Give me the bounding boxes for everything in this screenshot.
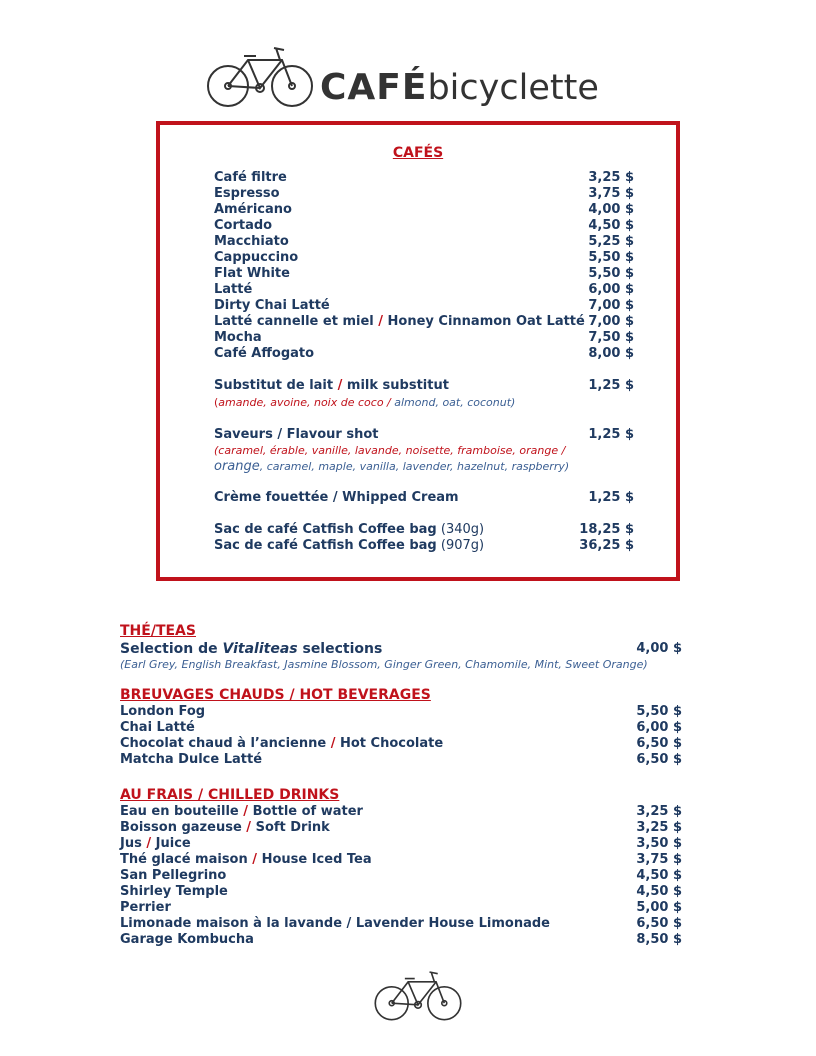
price: 6,50 $ xyxy=(636,916,682,931)
price: 4,00 $ xyxy=(588,202,634,217)
brand-logo: CAFÉbicyclette xyxy=(320,67,599,108)
list-item: Flat White xyxy=(214,266,290,281)
separator: / xyxy=(246,820,252,835)
list-item xyxy=(120,820,330,836)
list-item-bag xyxy=(214,522,484,538)
item-name-fr: Jus xyxy=(120,836,142,851)
note-sep: / xyxy=(383,396,395,409)
list-item: Cappuccino xyxy=(214,250,299,265)
list-item: Shirley Temple xyxy=(120,884,228,899)
item-weight: (340g) xyxy=(436,522,485,537)
list-item xyxy=(120,736,443,752)
list-item: Mocha xyxy=(214,330,262,345)
item-name-en: Honey Cinnamon Oat Latté xyxy=(387,314,585,329)
list-item: Macchiato xyxy=(214,234,289,249)
bicycle-icon xyxy=(372,966,464,1024)
list-item: Café Affogato xyxy=(214,346,315,361)
price: 8,50 $ xyxy=(636,932,682,947)
note-fr: amande, avoine, noix de coco xyxy=(218,396,384,409)
price: 36,25 $ xyxy=(579,538,634,553)
list-item xyxy=(120,804,363,820)
item-name-en: Soft Drink xyxy=(255,820,330,835)
price: 6,00 $ xyxy=(636,720,682,735)
note-en: , caramel, maple, vanilla, lavender, hazelnut, raspberry) xyxy=(259,460,570,473)
item-name: Sac de café Catfish Coffee bag xyxy=(214,522,437,537)
list-item-cream: Crème fouettée / Whipped Cream xyxy=(214,490,459,505)
price: 5,25 $ xyxy=(588,234,634,249)
list-item-milk xyxy=(214,378,449,394)
list-item-bag xyxy=(214,538,484,554)
list-item: Café filtre xyxy=(214,170,287,185)
note-fr: (caramel, érable, vanille, lavande, noisette, framboise, orange / xyxy=(214,444,566,457)
note-en: (Earl Grey, English Breakfast, Jasmine Blossom, Ginger Green, Chamomile, Mint, Sweet Orange) xyxy=(120,658,648,671)
price: 3,75 $ xyxy=(588,186,634,201)
item-name-en: Hot Chocolate xyxy=(340,736,444,751)
price: 1,25 $ xyxy=(588,378,634,393)
cafes-title: CAFÉS xyxy=(392,145,444,161)
item-name-fr: Eau en bouteille xyxy=(120,804,239,819)
teas-title: THÉ/TEAS xyxy=(120,623,196,639)
item-name-en: milk substitut xyxy=(346,378,449,393)
price: 4,50 $ xyxy=(588,218,634,233)
price: 3,25 $ xyxy=(636,804,682,819)
price: 6,50 $ xyxy=(636,752,682,767)
price: 8,00 $ xyxy=(588,346,634,361)
item-name-fr: Boisson gazeuse xyxy=(120,820,242,835)
list-item: Limonade maison à la lavande / Lavender House Limonade xyxy=(120,916,550,931)
price: 3,25 $ xyxy=(588,170,634,185)
separator: / xyxy=(243,804,249,819)
price: 18,25 $ xyxy=(579,522,634,537)
list-item: Chai Latté xyxy=(120,720,195,735)
price: 5,00 $ xyxy=(636,900,682,915)
list-item: Américano xyxy=(214,202,292,217)
price: 5,50 $ xyxy=(588,266,634,281)
item-name-en: Juice xyxy=(155,836,191,851)
list-item xyxy=(214,314,585,330)
separator: / xyxy=(378,314,384,329)
price: 3,50 $ xyxy=(636,836,682,851)
teas-note xyxy=(120,657,648,673)
list-item: Cortado xyxy=(214,218,273,233)
list-item xyxy=(120,836,191,852)
price: 7,50 $ xyxy=(588,330,634,345)
separator: / xyxy=(252,852,258,867)
list-item: Latté xyxy=(214,282,253,297)
item-name-fr: Chocolat chaud à l’ancienne xyxy=(120,736,327,751)
menu-header xyxy=(0,40,816,120)
item-name-en: Bottle of water xyxy=(252,804,363,819)
note-paren: ( xyxy=(214,396,219,409)
price: 1,25 $ xyxy=(588,427,634,442)
item-name-en: House Iced Tea xyxy=(261,852,372,867)
list-item: Espresso xyxy=(214,186,280,201)
list-item: Garage Kombucha xyxy=(120,932,254,947)
item-weight: (907g) xyxy=(436,538,485,553)
price: 4,00 $ xyxy=(636,641,682,656)
item-name-fr: Thé glacé maison xyxy=(120,852,248,867)
list-item: London Fog xyxy=(120,704,206,719)
price: 1,25 $ xyxy=(588,490,634,505)
price: 7,00 $ xyxy=(588,298,634,313)
price: 4,50 $ xyxy=(636,884,682,899)
price: 6,00 $ xyxy=(588,282,634,297)
note-en: almond, oat, coconut) xyxy=(394,396,516,409)
flavour-note-fr xyxy=(214,443,565,459)
price: 7,00 $ xyxy=(588,314,634,329)
price: 6,50 $ xyxy=(636,736,682,751)
separator: / xyxy=(146,836,152,851)
list-item-flavour: Saveurs / Flavour shot xyxy=(214,427,379,442)
list-item: Matcha Dulce Latté xyxy=(120,752,263,767)
cold-title: AU FRAIS / CHILLED DRINKS xyxy=(120,787,340,803)
price: 5,50 $ xyxy=(588,250,634,265)
flavour-note-en xyxy=(214,459,569,475)
price: 3,75 $ xyxy=(636,852,682,867)
list-item: San Pellegrino xyxy=(120,868,227,883)
price: 3,25 $ xyxy=(636,820,682,835)
item-suffix: selections xyxy=(297,641,383,657)
milk-note xyxy=(214,395,515,411)
bicycle-icon xyxy=(204,44,316,108)
separator: / xyxy=(337,378,343,393)
item-name-fr: Substitut de lait xyxy=(214,378,334,393)
item-name: Sac de café Catfish Coffee bag xyxy=(214,538,437,553)
hot-title: BREUVAGES CHAUDS / HOT BEVERAGES xyxy=(120,687,431,703)
item-prefix: Selection de xyxy=(120,641,223,657)
note-en-big: orange xyxy=(214,459,260,474)
list-item xyxy=(120,641,382,657)
price: 4,50 $ xyxy=(636,868,682,883)
separator: / xyxy=(330,736,336,751)
list-item xyxy=(120,852,372,868)
price: 5,50 $ xyxy=(636,704,682,719)
item-brand: Vitaliteas xyxy=(222,641,298,657)
list-item: Dirty Chai Latté xyxy=(214,298,330,313)
list-item: Perrier xyxy=(120,900,171,915)
item-name-fr: Latté cannelle et miel xyxy=(214,314,374,329)
